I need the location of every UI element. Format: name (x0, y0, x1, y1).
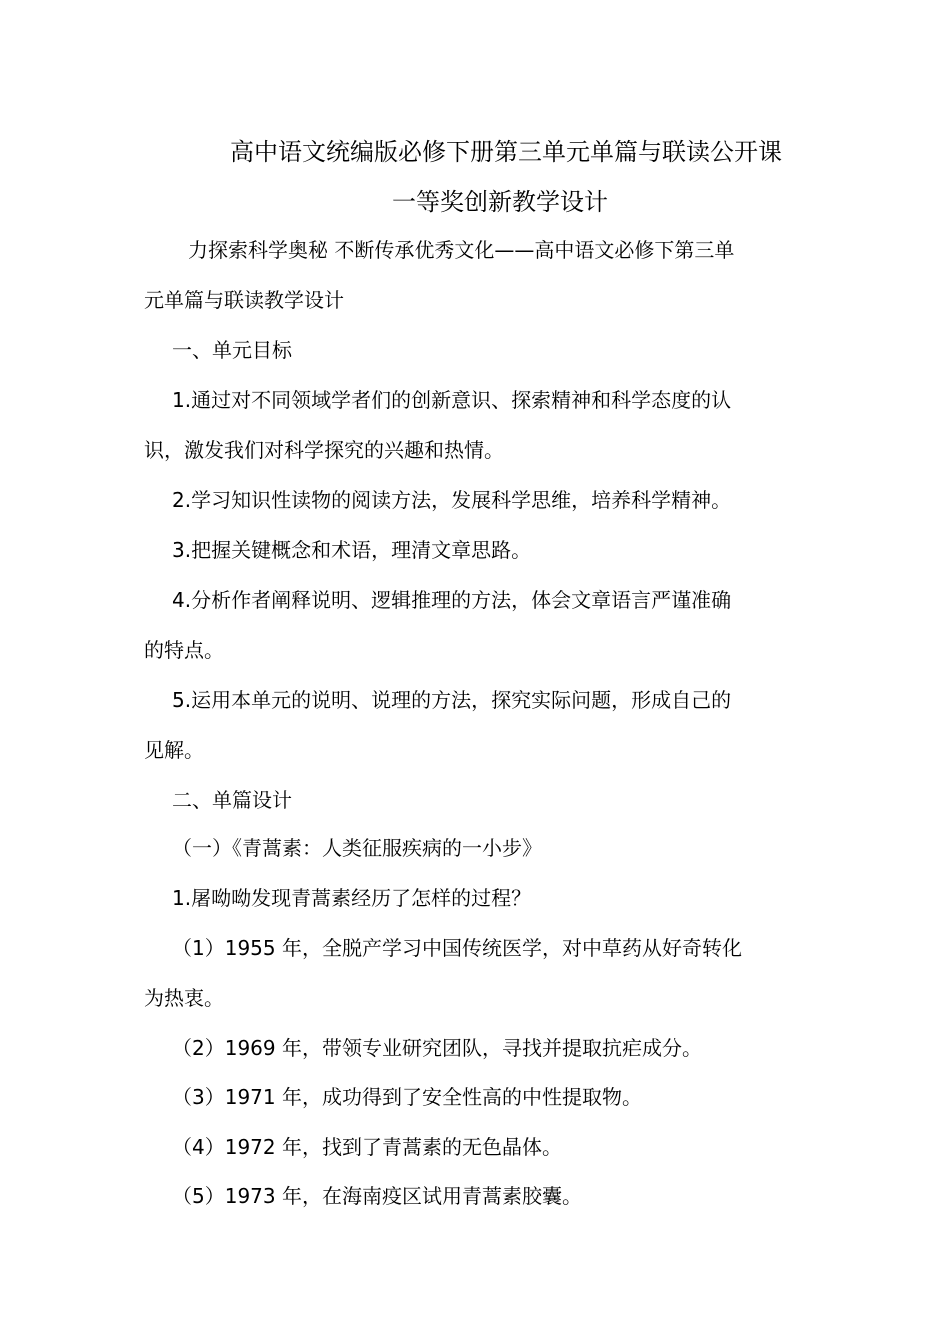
goal-4-line2: 的特点。 (144, 638, 224, 662)
step-3: （3）1971 年，成功得到了安全性高的中性提取物。 (172, 1085, 642, 1109)
goal-1-line2: 识，激发我们对科学探究的兴趣和热情。 (144, 438, 504, 462)
goal-2: 2.学习知识性读物的阅读方法，发展科学思维，培养科学精神。 (172, 488, 732, 512)
goal-5-line2: 见解。 (144, 738, 204, 762)
question-1: 1.屠呦呦发现青蒿素经历了怎样的过程？ (172, 886, 532, 910)
step-5: （5）1973 年，在海南疫区试用青蒿素胶囊。 (172, 1184, 582, 1208)
subsection-heading-artemisinin: （一）《青蒿素：人类征服疾病的一小步》 (172, 836, 542, 860)
step-2: （2）1969 年，带领专业研究团队，寻找并提取抗疟成分。 (172, 1036, 702, 1060)
document-title-line1: 高中语文统编版必修下册第三单元单篇与联读公开课 (230, 138, 782, 166)
goal-3: 3.把握关键概念和术语，理清文章思路。 (172, 538, 532, 562)
subtitle-line1: 力探索科学奥秘 不断传承优秀文化——高中语文必修下第三单 (188, 238, 735, 262)
section-heading-unit-goals: 一、单元目标 (172, 338, 292, 362)
subtitle-line2: 元单篇与联读教学设计 (144, 288, 344, 312)
step-1-line1: （1）1955 年，全脱产学习中国传统医学，对中草药从好奇转化 (172, 936, 742, 960)
step-1-line2: 为热衷。 (144, 986, 224, 1010)
goal-4-line1: 4.分析作者阐释说明、逻辑推理的方法，体会文章语言严谨准确 (172, 588, 732, 612)
goal-1-line1: 1.通过对不同领域学者们的创新意识、探索精神和科学态度的认 (172, 388, 732, 412)
goal-5-line1: 5.运用本单元的说明、说理的方法，探究实际问题，形成自己的 (172, 688, 732, 712)
document-title-line2: 一等奖创新教学设计 (392, 188, 608, 216)
step-4: （4）1972 年，找到了青蒿素的无色晶体。 (172, 1135, 562, 1159)
section-heading-single-design: 二、单篇设计 (172, 788, 292, 812)
